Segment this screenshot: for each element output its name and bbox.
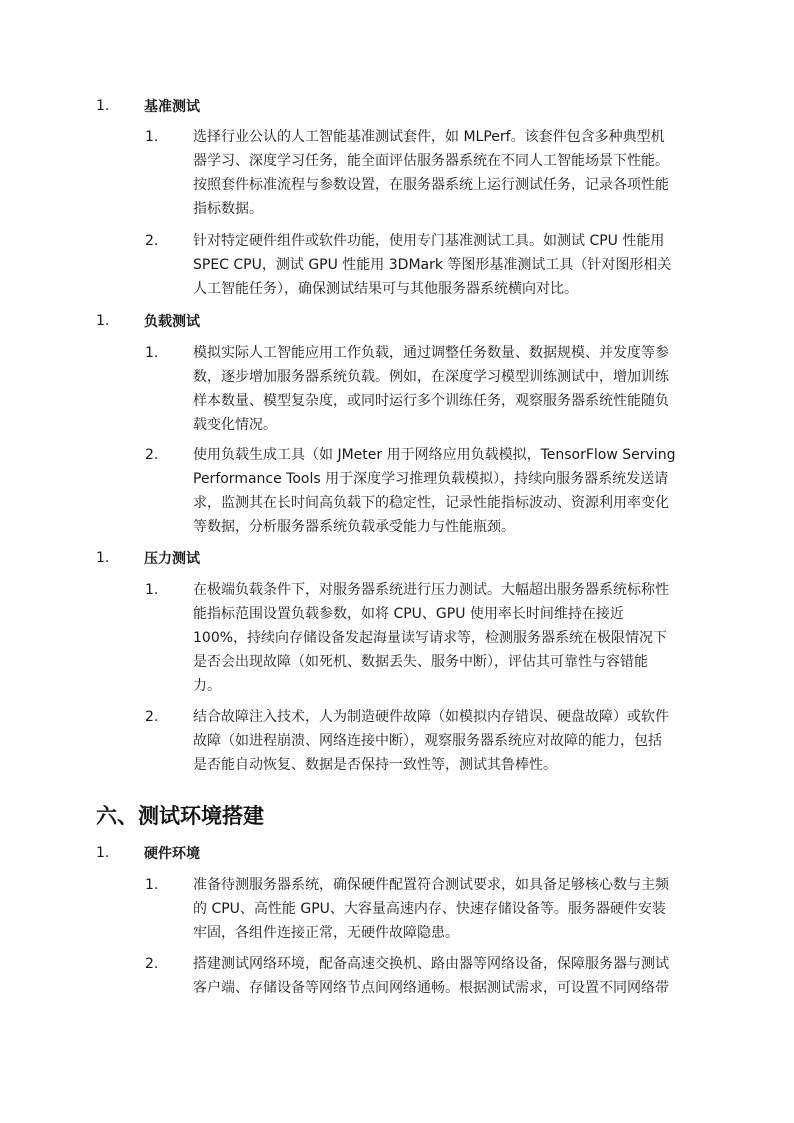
text-line: 模拟实际人工智能应用工作负载，通过调整任务数量、数据规模、并发度等参: [193, 345, 669, 361]
text-line: 针对特定硬件组件或软件功能，使用专门基准测试工具。如测试 CPU 性能用: [193, 233, 665, 249]
section-benchmark: [96, 94, 200, 118]
text-line: 结合故障注入技术，人为制造硬件故障（如模拟内存错误、硬盘故障）或软件: [193, 709, 669, 725]
text-line: 选择行业公认的人工智能基准测试套件，如 MLPerf。该套件包含多种典型机: [193, 129, 665, 145]
text-line: 准备待测服务器系统，确保硬件配置符合测试要求，如具备足够核心数与主频: [193, 877, 669, 893]
text-line: 使用负载生成工具（如 JMeter 用于网络应用负载模拟，TensorFlow Serving: [193, 447, 676, 463]
item-text: [193, 705, 707, 777]
text-line: 人工智能任务），确保测试结果可与其他服务器系统横向对比。: [193, 281, 578, 297]
section-title: 基准测试: [144, 99, 200, 115]
text-line: 客户端、存储设备等网络节点间网络通畅。根据测试需求，可设置不同网络带: [193, 980, 669, 996]
text-line: 的 CPU、高性能 GPU、大容量高速内存、快速存储设备等。服务器硬件安装: [193, 901, 666, 917]
section-title: 压力测试: [144, 551, 200, 567]
section-number: 1.: [96, 313, 110, 329]
item-number: 2.: [145, 956, 159, 972]
text-line: 载变化情况。: [193, 417, 277, 433]
text-line: 样本数量、模型复杂度，或同时运行多个训练任务，观察服务器系统性能随负: [193, 393, 669, 409]
chapter-heading: 六、测试环境搭建: [96, 804, 264, 828]
text-line: 数，逐步增加服务器系统负载。例如，在深度学习模型训练测试中，增加训练: [193, 369, 669, 385]
text-line: 在极端负载条件下，对服务器系统进行压力测试。大幅超出服务器系统标称性: [193, 582, 669, 598]
text-line: 力。: [193, 678, 221, 694]
item-number: 2.: [145, 709, 159, 725]
text-line: 能指标范围设置负载参数，如将 CPU、GPU 使用率长时间维持在接近: [193, 606, 624, 622]
item-text: [193, 125, 707, 221]
text-line: SPEC CPU，测试 GPU 性能用 3DMark 等图形基准测试工具（针对图形相关: [193, 257, 672, 273]
text-line: 故障（如进程崩溃、网络连接中断），观察服务器系统应对故障的能力，包括: [193, 733, 662, 749]
section-title: 硬件环境: [144, 846, 200, 862]
item-text: [193, 341, 707, 437]
item-number: 2.: [145, 447, 159, 463]
item-text: [193, 443, 707, 539]
text-line: 是否能自动恢复、数据是否保持一致性等，测试其鲁棒性。: [193, 757, 557, 773]
section-number: 1.: [96, 550, 110, 566]
item-number: 2.: [145, 233, 159, 249]
text-line: 100%，持续向存储设备发起海量读写请求等，检测服务器系统在极限情况下: [193, 630, 668, 646]
text-line: 器学习、深度学习任务，能全面评估服务器系统在不同人工智能场景下性能。: [193, 153, 669, 169]
item-text: [193, 952, 707, 1000]
section-hardware-environment: [96, 841, 200, 865]
item-number: 1.: [145, 582, 159, 598]
text-line: 指标数据。: [193, 201, 263, 217]
text-line: 搭建测试网络环境，配备高速交换机、路由器等网络设备，保障服务器与测试: [193, 956, 669, 972]
item-text: [193, 578, 707, 698]
item-number: 1.: [145, 129, 159, 145]
text-line: 牢固，各组件连接正常，无硬件故障隐患。: [193, 925, 459, 941]
item-number: 1.: [145, 877, 159, 893]
item-text: [193, 229, 707, 301]
text-line: 按照套件标准流程与参数设置，在服务器系统上运行测试任务，记录各项性能: [193, 177, 669, 193]
text-line: 求，监测其在长时间高负载下的稳定性，记录性能指标波动、资源利用率变化: [193, 495, 669, 511]
section-number: 1.: [96, 845, 110, 861]
section-stress-test: [96, 546, 200, 570]
section-title: 负载测试: [144, 314, 200, 330]
text-line: Performance Tools 用于深度学习推理负载模拟），持续向服务器系统发送请: [193, 471, 669, 487]
section-load-test: [96, 309, 200, 333]
text-line: 等数据，分析服务器系统负载承受能力与性能瓶颈。: [193, 519, 515, 535]
section-number: 1.: [96, 98, 110, 114]
item-text: [193, 873, 707, 945]
text-line: 是否会出现故障（如死机、数据丢失、服务中断），评估其可靠性与容错能: [193, 654, 648, 670]
item-number: 1.: [145, 345, 159, 361]
